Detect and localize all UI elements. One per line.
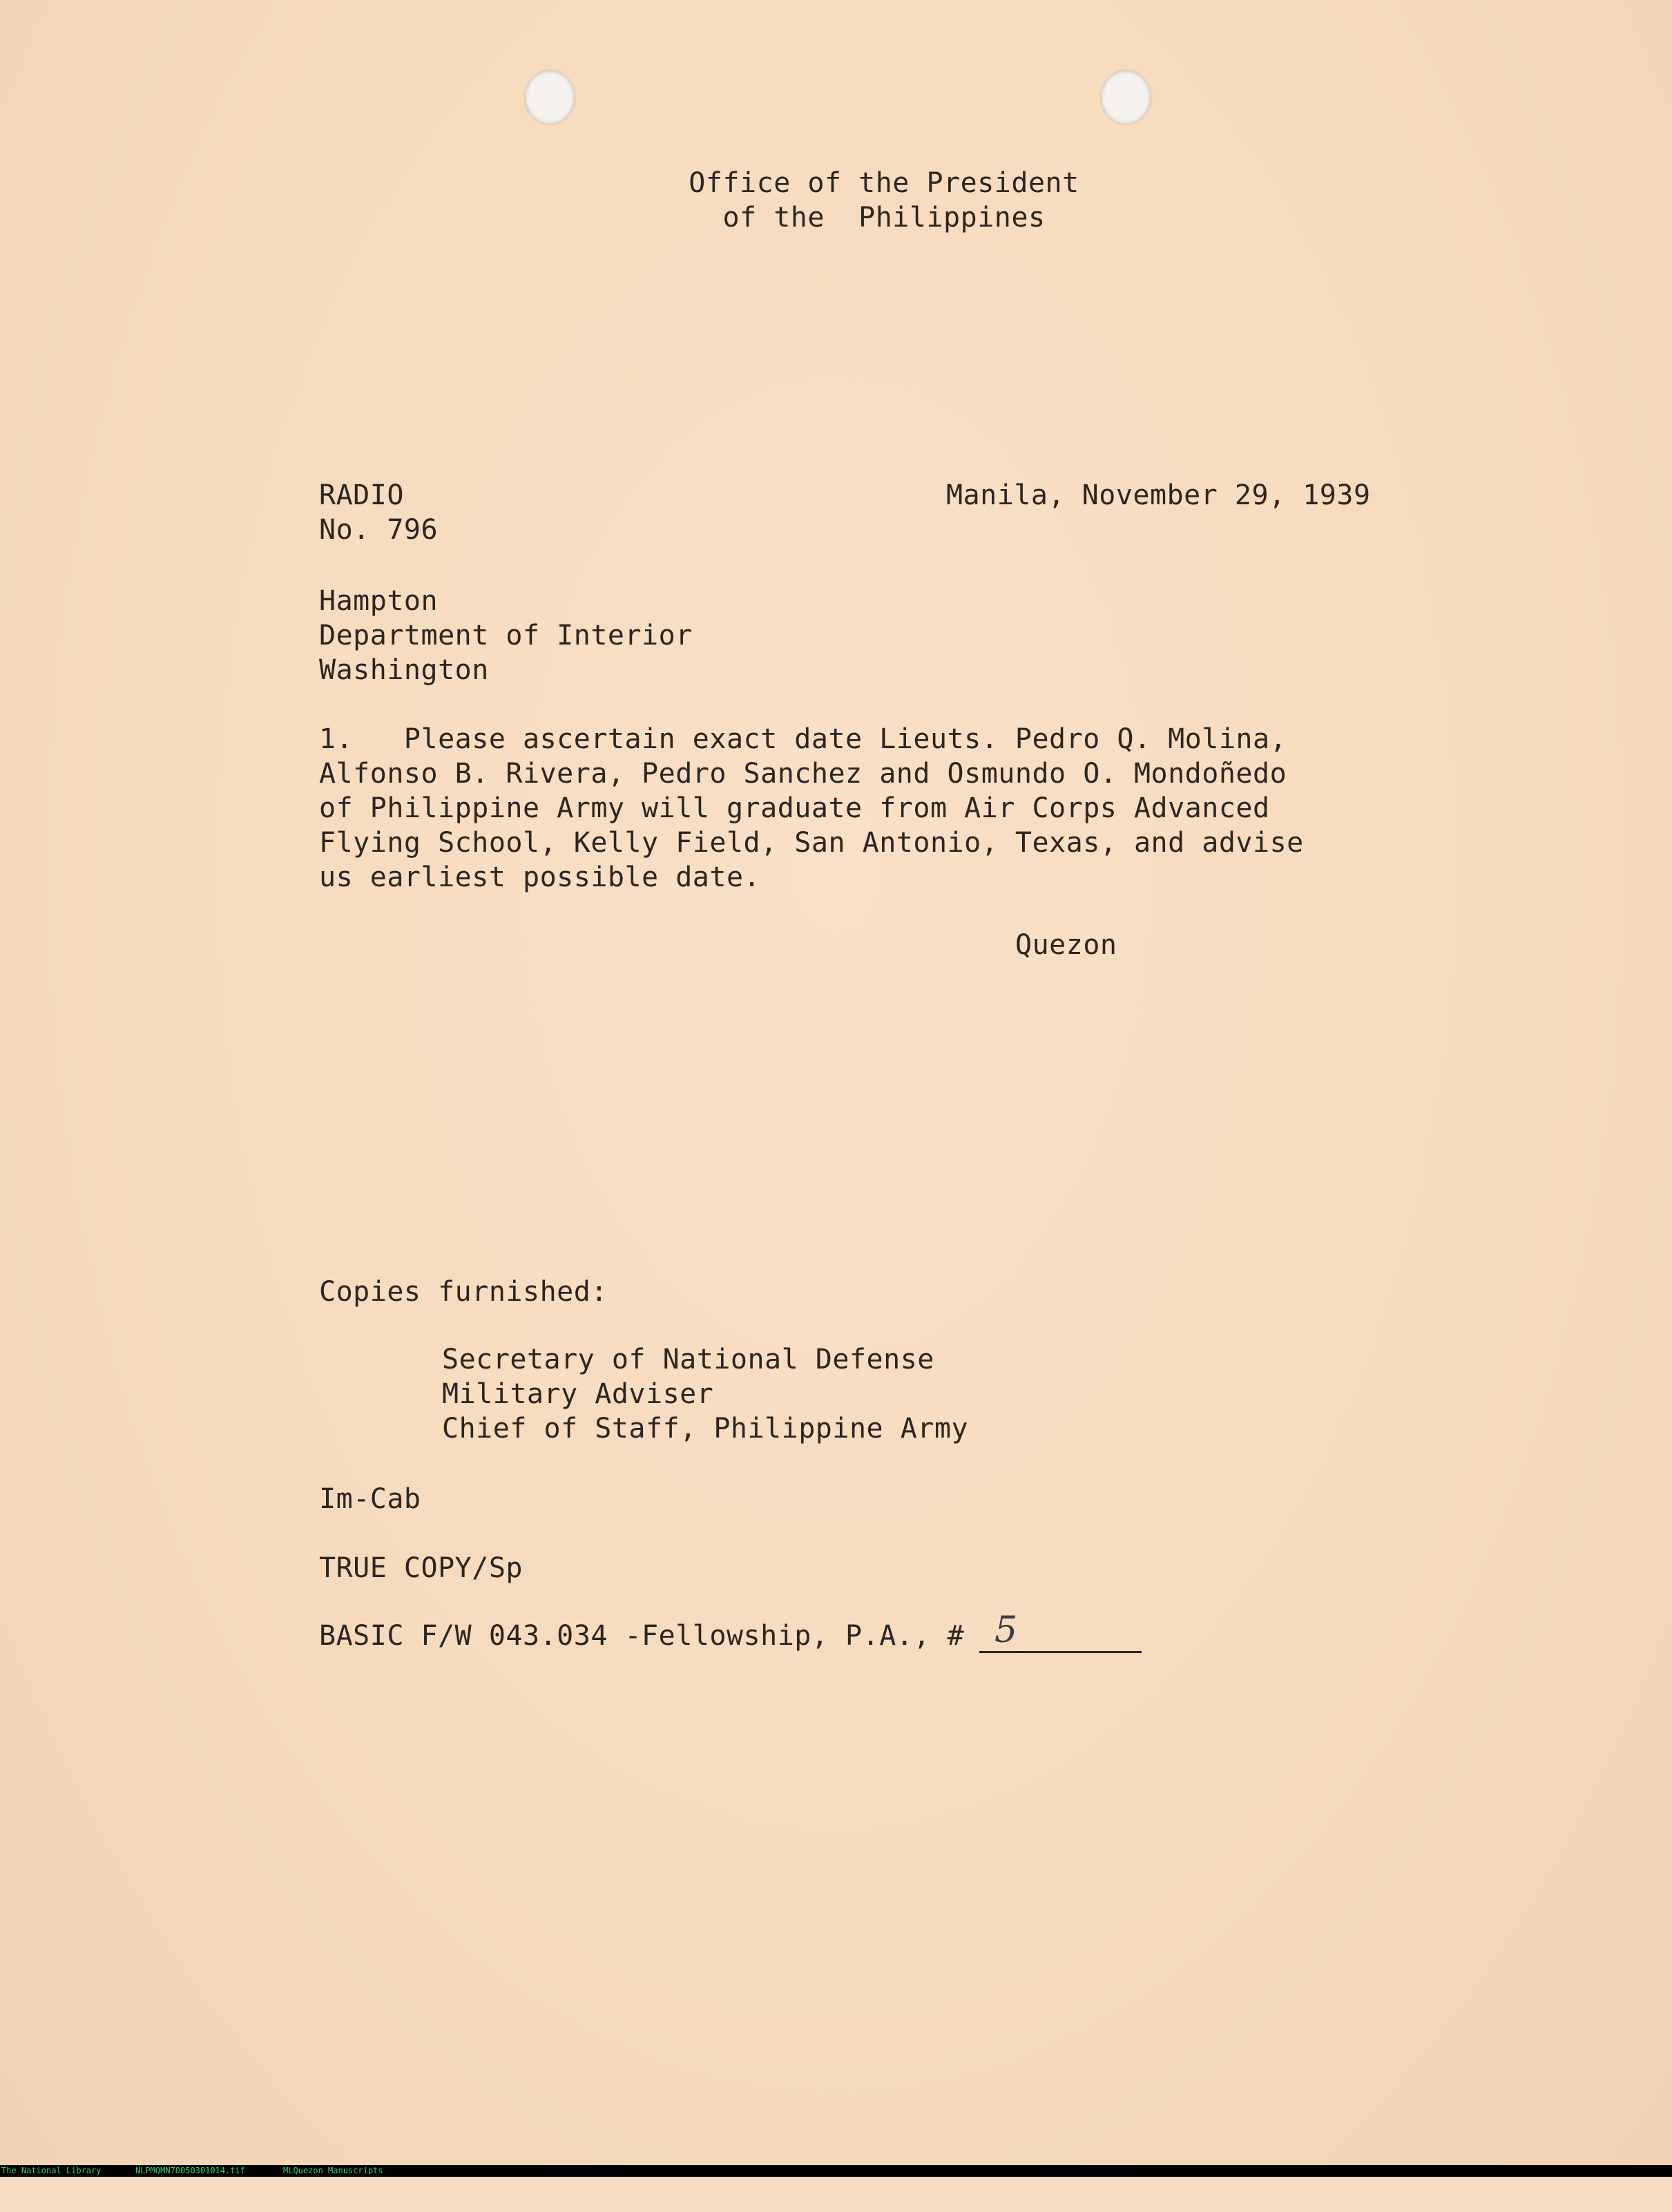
signature: Quezon: [1015, 929, 1117, 961]
addressee-department: Department of Interior: [319, 620, 693, 651]
footer-library: The National Library: [1, 2166, 102, 2175]
handwritten-underline: [979, 1651, 1142, 1653]
handwritten-number: 5: [994, 1610, 1018, 1651]
letter-date: Manila, November 29, 1939: [946, 479, 1371, 511]
copies-recipient: Military Adviser: [442, 1378, 714, 1410]
letterhead-line-2: of the Philippines: [722, 202, 1046, 233]
addressee-city: Washington: [319, 654, 489, 686]
radio-label: RADIO: [319, 479, 404, 511]
initials: Im-Cab: [319, 1483, 421, 1515]
letterhead-line-1: Office of the President: [689, 167, 1079, 199]
basic-file-reference: BASIC F/W 043.034 -Fellowship, P.A., #: [319, 1620, 965, 1652]
body-line-1: 1. Please ascertain exact date Lieuts. Pedro Q. Molina,: [319, 723, 1287, 755]
true-copy: TRUE COPY/Sp: [319, 1552, 523, 1584]
punch-hole-left: [525, 70, 575, 124]
copies-recipient: Chief of Staff, Philippine Army: [442, 1413, 969, 1445]
punch-hole-right: [1101, 70, 1151, 124]
body-line-4: Flying School, Kelly Field, San Antonio, Texas, and advise: [319, 827, 1304, 859]
addressee-name: Hampton: [319, 585, 439, 617]
body-line-5: us earliest possible date.: [319, 861, 761, 893]
archive-footer: [0, 2165, 1672, 2177]
copies-heading: Copies furnished:: [319, 1276, 608, 1308]
body-line-2: Alfonso B. Rivera, Pedro Sanchez and Osmundo O. Mondoñedo: [319, 758, 1287, 790]
footer-collection: MLQuezon Manuscripts: [283, 2166, 383, 2175]
footer-file: NLPMQMN70050301014.tif: [135, 2166, 245, 2175]
body-line-3: of Philippine Army will graduate from Air Corps Advanced: [319, 792, 1270, 824]
copies-recipient: Secretary of National Defense: [442, 1344, 934, 1375]
radio-number: No. 796: [319, 514, 439, 546]
